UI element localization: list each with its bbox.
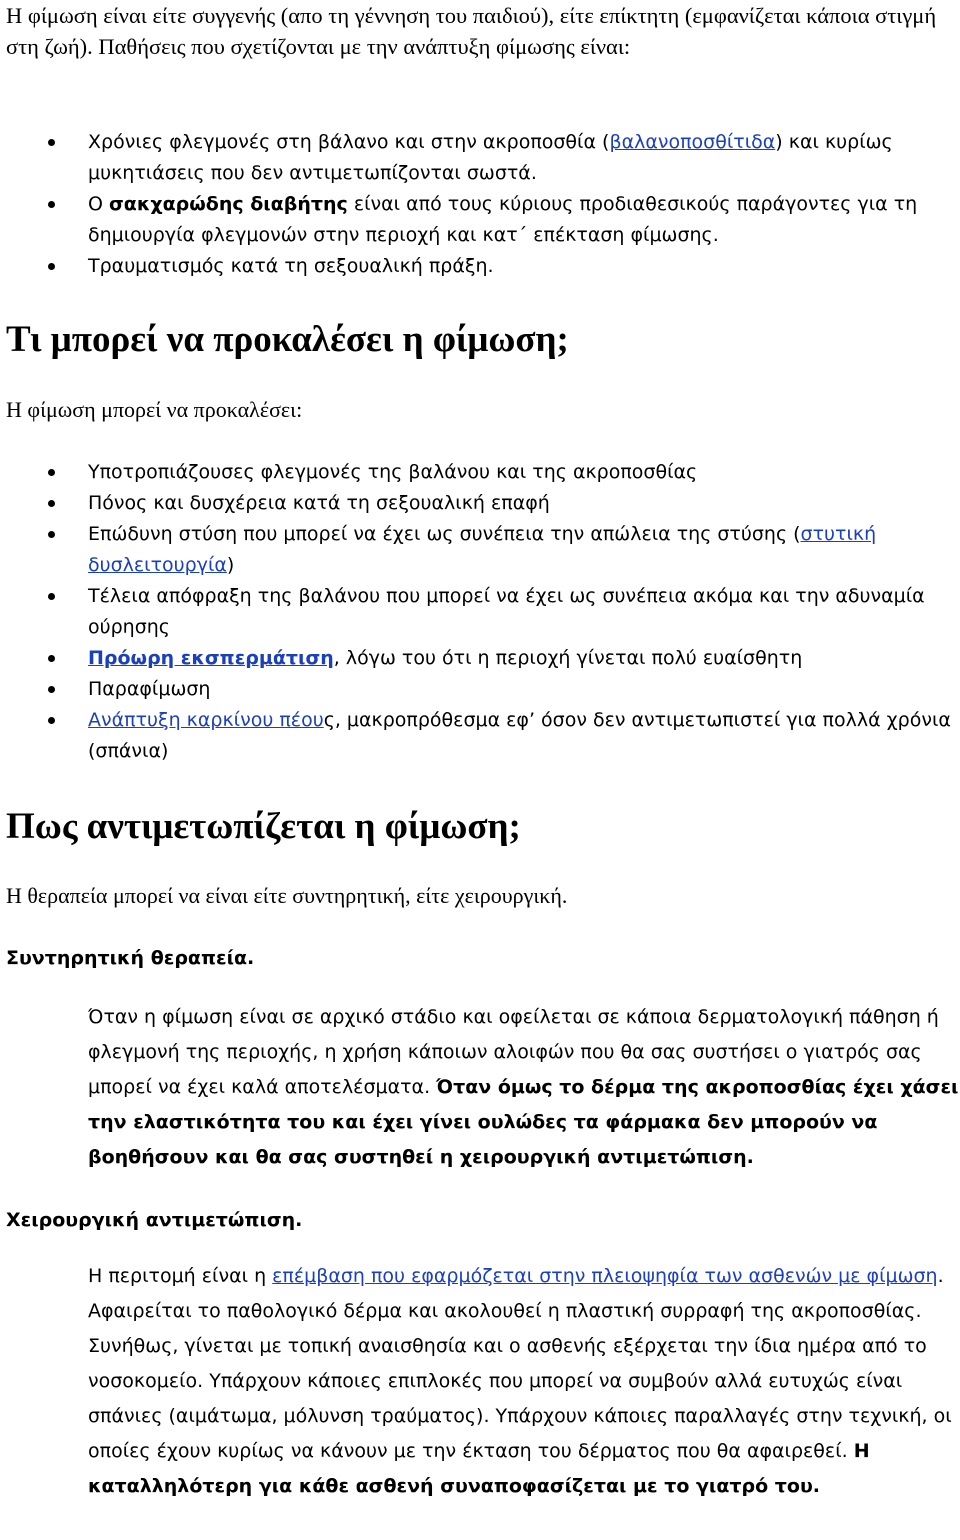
conservative-paragraph: Όταν η φίμωση είναι σε αρχικό στάδιο και οφείλεται σε κάποια δερματολογική πάθηση ή φλεγμονή της περιοχής, η χρήση κάποιων αλοιφών που θα σας συστήσει ο γιατρός σας μπορεί να έχει καλά αποτελέσματα. Όταν όμως το δέρμα της ακροποσθίας έχει χάσει την ελαστικότητα του και έχει γίνει ουλώδες τα φάρμακα δεν μπορούν να βοηθήσουν και θα σας συστηθεί η χειρουργική αντιμετώπιση. xyxy=(88,1006,959,1168)
list-item: Πρόωρη εκσπερμάτιση, λόγω του ότι η περιοχή γίνεται πολύ ευαίσθητη xyxy=(88,643,954,674)
list-item: Επώδυνη στύση που μπορεί να έχει ως συνέπεια την απώλεια της στύσης (στυτική δυσλειτουργία) xyxy=(88,519,954,581)
list-item: Τέλεια απόφραξη της βαλάνου που μπορεί να έχει ως συνέπεια ακόμα και την αδυναμία ούρησης xyxy=(88,581,954,643)
list-item: Ο σακχαρώδης διαβήτης είναι από τους κύριους προδιαθεσικούς παράγοντες για τη δημιουργία φλεγμονών στην περιοχή και κατ΄ επέκταση φίμωσης. xyxy=(88,189,954,251)
diabetes-bold: σακχαρώδης διαβήτης xyxy=(109,193,348,215)
list-item: Παραφίμωση xyxy=(88,674,954,705)
list-item: Ανάπτυξη καρκίνου πέους, μακροπρόθεσμα εφ’ όσον δεν αντιμετωπιστεί για πολλά χρόνια (σπάνια) xyxy=(88,705,954,767)
surgical-paragraph: Η περιτομή είναι η επέμβαση που εφαρμόζεται στην πλειοψηφία των ασθενών με φίμωση. Αφαιρείται το παθολογικό δέρμα και ακολουθεί η πλαστική συρραφή της ακροποσθίας. Συνήθως, γίνεται με τοπική αναισθησία και ο ασθενής εξέρχεται την ίδια ημέρα από το νοσοκομείο. Υπάρχουν κάποιες επιπλοκές που μπορεί να συμβούν αλλά ευτυχώς είναι σπάνιες (αιμάτωμα, μόλυνση τραύματος). Υπάρχουν κάποιες παραλλαγές στην τεχνική, οι οποίες έχουν κυρίως να κάνουν με την έκταση του δέρματος που θα αφαιρεθεί. Η καταλληλότερη για κάθε ασθενή συναποφασίζεται με το γιατρό του. xyxy=(88,1265,952,1497)
consequences-list xyxy=(88,457,954,767)
treatment-heading: Πως αντιμετωπίζεται η φίμωση; xyxy=(6,806,521,847)
premature-ejaculation-link[interactable]: Πρόωρη εκσπερμάτιση xyxy=(88,647,334,669)
causes-list xyxy=(88,127,954,282)
balanoposthitis-link[interactable]: βαλανοποσθίτιδα xyxy=(609,131,776,153)
intro-paragraph xyxy=(6,0,951,62)
surgical-heading: Χειρουργική αντιμετώπιση. xyxy=(6,1209,303,1231)
treatment-lead: Η θεραπεία μπορεί να είναι είτε συντηρητική, είτε χειρουργική. xyxy=(6,883,568,908)
conservative-heading: Συντηρητική θεραπεία. xyxy=(6,947,255,969)
surgical-bold: Η καταλληλότερη για κάθε ασθενή συναποφασίζεται με το γιατρό του. xyxy=(88,1440,870,1497)
circumcision-link[interactable]: επέμβαση που εφαρμόζεται στην πλειοψηφία των ασθενών με φίμωση xyxy=(272,1265,938,1287)
conservative-bold: Όταν όμως το δέρμα της ακροποσθίας έχει χάσει την ελαστικότητα του και έχει γίνει ουλώδες τα φάρμακα δεν μπορούν να βοηθήσουν και θα σας συστηθεί η χειρουργική αντιμετώπιση. xyxy=(88,1076,959,1168)
list-item: Τραυματισμός κατά τη σεξουαλική πράξη. xyxy=(88,251,954,282)
penile-cancer-link[interactable]: Ανάπτυξη καρκίνου πέου xyxy=(88,709,324,731)
consequences-lead: Η φίμωση μπορεί να προκαλέσει: xyxy=(6,397,303,422)
erectile-dysfunction-link[interactable]: στυτική δυσλειτουργία xyxy=(88,523,877,576)
list-item: Πόνος και δυσχέρεια κατά τη σεξουαλική επαφή xyxy=(88,488,954,519)
intro-text: Η φίμωση είναι είτε συγγενής (απο τη γέννηση του παιδιού), είτε επίκτητη (εμφανίζεται κάποια στιγμή στη ζωή). Παθήσεις που σχετίζονται με την ανάπτυξη φίμωσης είναι: xyxy=(6,3,937,59)
consequences-heading: Τι μπορεί να προκαλέσει η φίμωση; xyxy=(6,319,569,360)
list-item: Χρόνιες φλεγμονές στη βάλανο και στην ακροποσθία (βαλανοποσθίτιδα) και κυρίως μυκητιάσεις που δεν αντιμετωπίζονται σωστά. xyxy=(88,127,954,189)
list-item: Υποτροπιάζουσες φλεγμονές της βαλάνου και της ακροποσθίας xyxy=(88,457,954,488)
